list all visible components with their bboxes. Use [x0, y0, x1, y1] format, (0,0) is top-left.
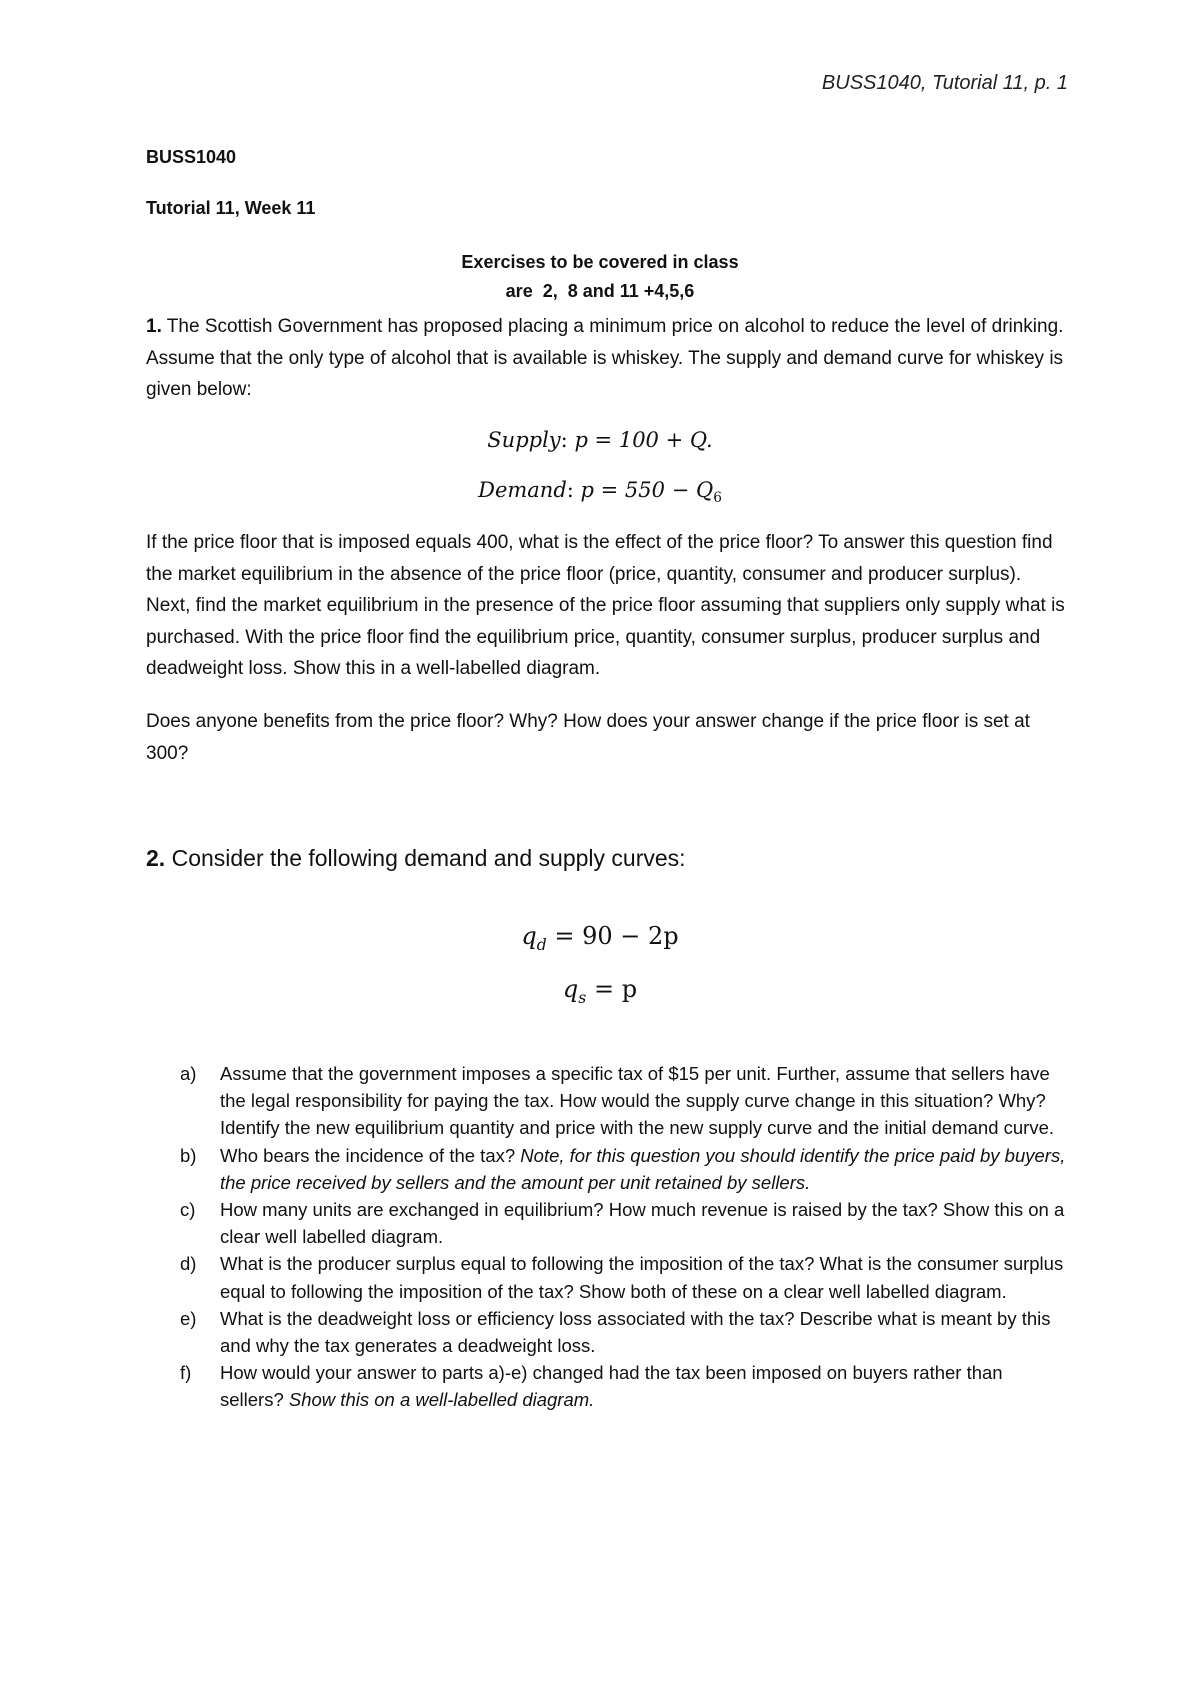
- question-1-intro: [146, 311, 1066, 406]
- supply-function-sub: s: [578, 988, 587, 1007]
- list-item: e) What is the deadweight loss or efficiency loss associated with the tax? Describe what is meant by this and why the tax generates a deadweight loss.: [180, 1307, 1051, 1357]
- running-header: BUSS1040, Tutorial 11, p. 1: [821, 72, 1068, 94]
- demand-function: $q_d = 90 - 2p$: [521, 922, 679, 954]
- question-2-title-text: Consider the following demand and supply curves:: [171, 845, 686, 871]
- list-item: d) What is the producer surplus equal to following the imposition of the tax? What is the consumer surplus equal to following the imposition of the tax? Show both of these on a clear well labelled diagram.: [180, 1253, 1064, 1302]
- question-1-number: 1.: [146, 316, 162, 337]
- supply-label: Supply: [487, 428, 561, 452]
- list-item: c) How many units are exchanged in equilibrium? How much revenue is raised by the tax? Show this on a clear well labelled diagram.: [180, 1199, 1065, 1248]
- demand-equation: Demand: $p = 550 - Q_6$: [478, 478, 722, 507]
- supply-rhs: p = 100 + Q.: [574, 428, 713, 452]
- question-2-title: [146, 845, 686, 872]
- demand-label: Demand: [478, 478, 567, 502]
- supply-function-rhs: = p: [593, 975, 638, 1003]
- question-1-body: If the price floor that is imposed equals 400, what is the effect of the price floor? To answer this question find the market equilibrium in the absence of the price floor (price, quantity, consumer and producer surplus). Next, find the market equilibrium in the presence of the price floor assuming that suppliers only supply what is purchased. With the price floor find the equilibrium price, quantity, consumer surplus, producer surplus and deadweight loss. Show this in a well-labelled diagram.: [146, 532, 1065, 679]
- question-1-followup: Does anyone benefits from the price floor? Why? How does your answer change if the price floor is set at 300?: [146, 711, 1030, 764]
- supply-equation: Supply: p = 100 + Q.: [487, 428, 713, 452]
- course-code: BUSS1040: [146, 147, 237, 167]
- list-item: a) Assume that the government imposes a specific tax of $15 per unit. Further, assume that sellers have the legal responsibility for paying the tax. How would the supply curve change in this situation? Why? Identify the new equilibrium quantity and price with the new supply curve and the initial demand curve.: [180, 1063, 1054, 1139]
- demand-function-rhs: = 90 − 2p: [554, 922, 679, 950]
- question-1-intro-text: The Scottish Government has proposed placing a minimum price on alcohol to reduce the level of drinking. Assume that the only type of alcohol that is available is whiskey. The supply and demand curve for whiskey is given below:: [146, 316, 1064, 400]
- tutorial-title: Tutorial 11, Week 11: [146, 198, 316, 218]
- question-2-number: 2.: [146, 845, 166, 871]
- demand-function-sub: d: [536, 935, 547, 954]
- supply-function: $q_s = p$: [562, 975, 638, 1007]
- demand-subscript: 6: [713, 490, 722, 507]
- demand-rhs: p = 550 − Q: [580, 478, 714, 502]
- list-item: f) How would your answer to parts a)-e) changed had the tax been imposed on buyers rather than sellers? Show this on a well-labelled diagram.: [180, 1362, 1003, 1411]
- exercises-note-line2: are 2, 8 and 11 +4,5,6: [505, 281, 695, 301]
- question-2-parts: [180, 1060, 1070, 1414]
- exercises-note-line1: Exercises to be covered in class: [461, 252, 739, 272]
- list-item: b) Who bears the incidence of the tax? Note, for this question you should identify the price paid by buyers, the price received by sellers and the amount per unit retained by sellers.: [180, 1144, 1066, 1193]
